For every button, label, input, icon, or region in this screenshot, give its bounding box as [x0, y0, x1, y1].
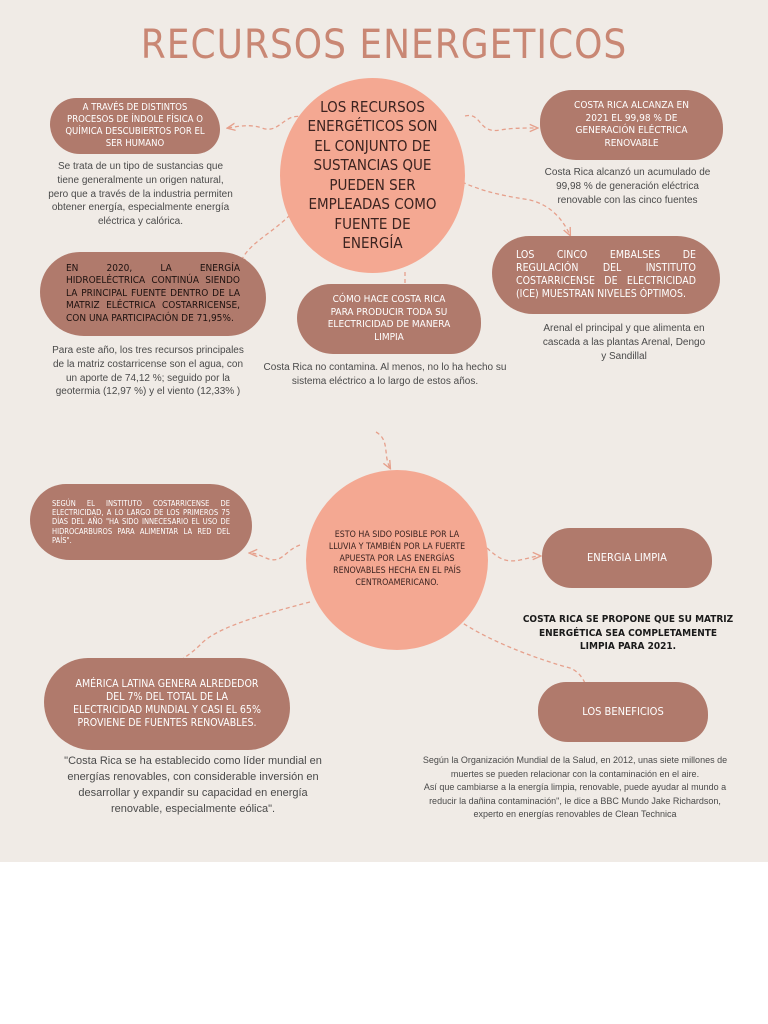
beneficios-text: Según la Organización Mundial de la Salud, en 2012, unas siete millones de muertes se pueden relacionar con la contaminación en el aire. Así que cambiarse a la energía limpia, renovable, puede ayudar al mundo a reducir la dañina contaminación", le dice a BBC Mundo Jake Richardson, experto en energías renovables de Clean Technica [422, 755, 728, 819]
procesos-label: A TRAVÉS DE DISTINTOS PROCESOS DE ÍNDOLE FÍSICA O QUÍMICA DESCUBIERTOS POR EL SER HUMANO [65, 102, 205, 149]
hidro-text: Para este año, los tres recursos principales de la matriz costarricense son el agua, con un aporte de 74,12 %; seguido por la geotermia (12,97 %) y el viento (12,33% ) [52, 345, 244, 398]
arrow-to-limpia [487, 548, 540, 561]
alcanza-box [540, 90, 723, 160]
hidro-label: EN 2020, LA ENERGÍA HIDROELÉCTRICA CONTINÚA SIENDO LA PRINCIPAL FUENTE DENTRO DE LA MATRIZ ELÉCTRICA COSTARRICENSE, CON UNA PARTICIPACIÓN DE 71,95%. [66, 262, 240, 324]
ice-label: SEGÚN EL INSTITUTO COSTARRICENSE DE ELECTRICIDAD, A LO LARGO DE LOS PRIMEROS 75 DÍAS DEL AÑO "HA SIDO INNECESARIO EL USO DE HIDROCARBUROS PARA ALIMENTAR LA RED DEL PAÍS". [52, 498, 230, 546]
alcanza-text: Costa Rica alcanzó un acumulado de 99,98 % de generación eléctrica renovable con las cinco fuentes [544, 167, 711, 206]
embalses-label: LOS CINCO EMBALSES DE REGULACIÓN DEL INSTITUTO COSTARRICENSE DE ELECTRICIDAD (ICE) MUESTRAN NIVELES ÓPTIMOS. [516, 248, 696, 301]
hidro-box [40, 252, 266, 336]
america-quote: "Costa Rica se ha establecido como líder mundial en energías renovables, con considerable inversión en desarrollar y expandir su capacidad en energía renovable, especialmente eólica". [64, 755, 322, 815]
procesos-box [50, 98, 220, 154]
como-label: CÓMO HACE COSTA RICA PARA PRODUCIR TODA SU ELECTRICIDAD DE MANERA LIMPIA [327, 294, 451, 343]
central-concept-text: LOS RECURSOS ENERGÉTICOS SON EL CONJUNTO DE SUSTANCIAS QUE PUEDEN SER EMPLEADAS COMO FUENTE DE ENERGÍA [307, 97, 438, 252]
embalses-text: Arenal el principal y que alimenta en cascada a las plantas Arenal, Dengo y Sandillal [542, 323, 706, 362]
procesos-text: Se trata de un tipo de sustancias que tiene generalmente un origen natural, pero que a través de la industria permiten obtener energía, especialmente energía eléctrica y calórica. [48, 161, 233, 228]
energia-limpia-label: ENERGIA LIMPIA [587, 551, 667, 565]
arrow-top-to-bottom [376, 432, 390, 468]
energia-limpia-text: COSTA RICA SE PROPONE QUE SU MATRIZ ENERGÉTICA SEA COMPLETAMENTE LIMPIA PARA 2021. [522, 614, 734, 652]
arrow-to-alcanza [465, 116, 537, 131]
beneficios-box [538, 682, 708, 742]
arrow-to-ice [250, 545, 300, 560]
ice-box [30, 484, 252, 560]
como-text: Costa Rica no contamina. Al menos, no lo ha hecho su sistema eléctrico a lo largo de estos años. [263, 362, 507, 387]
alcanza-label: COSTA RICA ALCANZA EN 2021 EL 99,98 % DE GENERACIÓN ELÉCTRICA RENOVABLE [574, 100, 689, 149]
central-bottom-circle [306, 470, 488, 650]
central-concept-circle [280, 78, 465, 273]
como-box [297, 284, 481, 354]
central-bottom-text: ESTO HA SIDO POSIBLE POR LA LLUVIA Y TAMBIÉN POR LA FUERTE APUESTA POR LAS ENERGÍAS RENOVABLES HECHA EN EL PAÍS CENTROAMERICANO. [328, 530, 466, 588]
arrow-to-hidro [240, 215, 290, 265]
america-label: AMÉRICA LATINA GENERA ALREDEDOR DEL 7% DEL TOTAL DE LA ELECTRICIDAD MUNDIAL Y CASI EL 65% PROVIENE DE FUENTES RENOVABLES. [73, 677, 261, 730]
page-title: RECURSOS ENERGETICOS [140, 22, 628, 68]
energia-limpia-box [542, 528, 712, 588]
beneficios-label: LOS BENEFICIOS [582, 705, 664, 719]
america-box [44, 658, 290, 750]
embalses-box [492, 236, 720, 314]
